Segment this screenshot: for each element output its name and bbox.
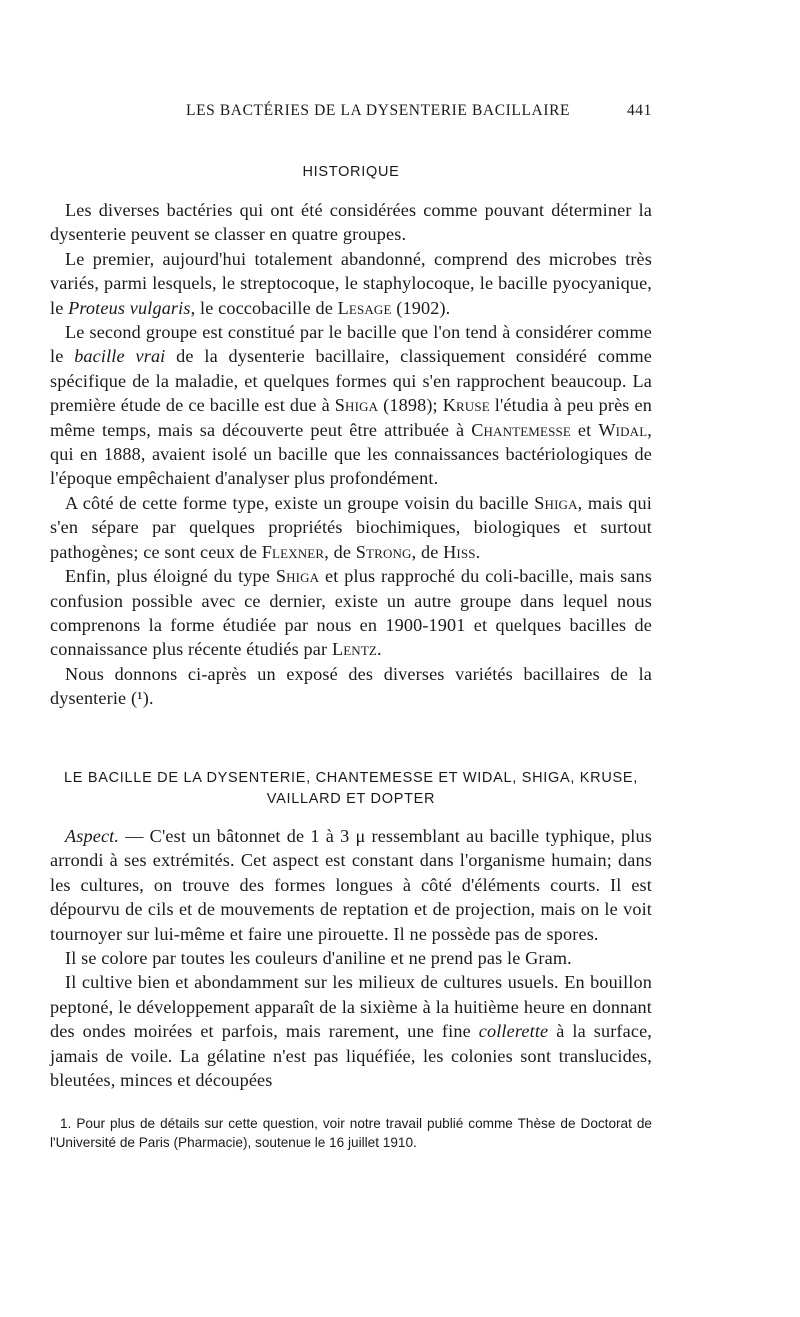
- footnote-reference: (¹): [130, 688, 149, 709]
- paragraph: A côté de cette forme type, existe un groupe voisin du bacille Shiga, mais qui s'en sépare par quelques propriétés biochimiques, biologiques et surtout pathogènes; ce sont ceux de Flexner, de Strong, de Hiss.: [50, 492, 652, 562]
- footnote: 1. Pour plus de détails sur cette question, voir notre travail publié comme Thèse de Doctorat de l'Université de Paris (Pharmacie), soutenue le 16 juillet 1910.: [50, 1116, 652, 1151]
- italic-term: collerette: [478, 1021, 549, 1042]
- author-name: Lesage: [337, 297, 392, 318]
- author-name: Lentz: [331, 639, 378, 660]
- section-heading-historique: HISTORIQUE: [302, 164, 400, 180]
- author-name: Chantemesse: [471, 419, 571, 440]
- author-name: Kruse: [442, 395, 490, 416]
- author-name: Shiga: [334, 395, 379, 416]
- page-number: 441: [626, 102, 652, 119]
- paragraph: Le second groupe est constitué par le bacille que l'on tend à considérer comme le bacille vrai de la dysenterie bacillaire, classiquement considéré comme spécifique de la maladie, et quelques formes qui s'en rapprochent beaucoup. La première étude de ce bacille est due à Shiga (1898); Kruse l'étudia à peu près en même temps, mais sa découverte peut être attribuée à Chantemesse et Widal, qui en 1888, avaient isolé un bacille que les connaissances bactériologiques de l'époque empêchaient d'analyser plus profondément.: [50, 322, 652, 489]
- heading-line: VAILLARD ET DOPTER: [266, 791, 436, 807]
- italic-term: Proteus vulgaris: [68, 297, 191, 318]
- paragraph: Enfin, plus éloigné du type Shiga et plus rapproché du coli-bacille, mais sans confusion possible avec ce dernier, existe un autre groupe dans lequel nous comprenons la forme étudiée par nous en 1900-1901 et quelques bacilles de connaissance plus récente étudiés par Lentz.: [50, 566, 652, 660]
- paragraph: Nous donnons ci-après un exposé des diverses variétés bacillaires de la dysenterie (¹).: [50, 663, 652, 709]
- italic-subheading: Aspect.: [65, 826, 120, 846]
- heading-line: LE BACILLE DE LA DYSENTERIE, CHANTEMESSE ET WIDAL, SHIGA, KRUSE,: [64, 770, 638, 786]
- author-name: Hiss: [443, 541, 476, 562]
- section-heading-bacille: [50, 768, 652, 810]
- bacille-body: [50, 824, 652, 1092]
- paragraph: Il cultive bien et abondamment sur les milieux de cultures usuels. En bouillon peptoné, le développement apparaît de la sixième à la huitième heure en donnant des ondes moirées et parfois, mais rarement, une fine collerette à la surface, jamais de voile. La gélatine n'est pas liquéfiée, les colonies sont translucides, bleutées, minces et découpées: [50, 972, 652, 1091]
- running-header: [186, 102, 652, 120]
- italic-term: bacille vrai: [74, 346, 166, 367]
- paragraph: Le premier, aujourd'hui totalement abandonné, comprend des microbes très variés, parmi lesquels, le streptocoque, le staphylocoque, le bacille pyocyanique, le Proteus vulgaris, le coccobacille de Lesage (1902).: [50, 248, 652, 318]
- historique-body: [50, 198, 652, 711]
- author-name: Shiga: [275, 566, 320, 587]
- running-title: LES BACTÉRIES DE LA DYSENTERIE BACILLAIRE: [186, 102, 571, 119]
- paragraph: Les diverses bactéries qui ont été considérées comme pouvant déterminer la dysenterie peuvent se classer en quatre groupes.: [50, 200, 652, 245]
- author-name: Shiga: [534, 492, 578, 513]
- author-name: Flexner: [261, 541, 325, 562]
- author-name: Strong: [355, 541, 412, 562]
- paragraph: Aspect. — C'est un bâtonnet de 1 à 3 μ ressemblant au bacille typhique, plus arrondi à ses extrémités. Cet aspect est constant dans l'organisme humain; dans les cultures, on trouve des formes longues à côté d'éléments courts. Il est dépourvu de cils et de mouvements de reptation et de projection, mais on le voit tournoyer sur lui-même et faire une pirouette. Il ne possède pas de spores.: [50, 826, 652, 944]
- paragraph: Il se colore par toutes les couleurs d'aniline et ne prend pas le Gram.: [65, 948, 572, 969]
- author-name: Widal: [598, 419, 648, 440]
